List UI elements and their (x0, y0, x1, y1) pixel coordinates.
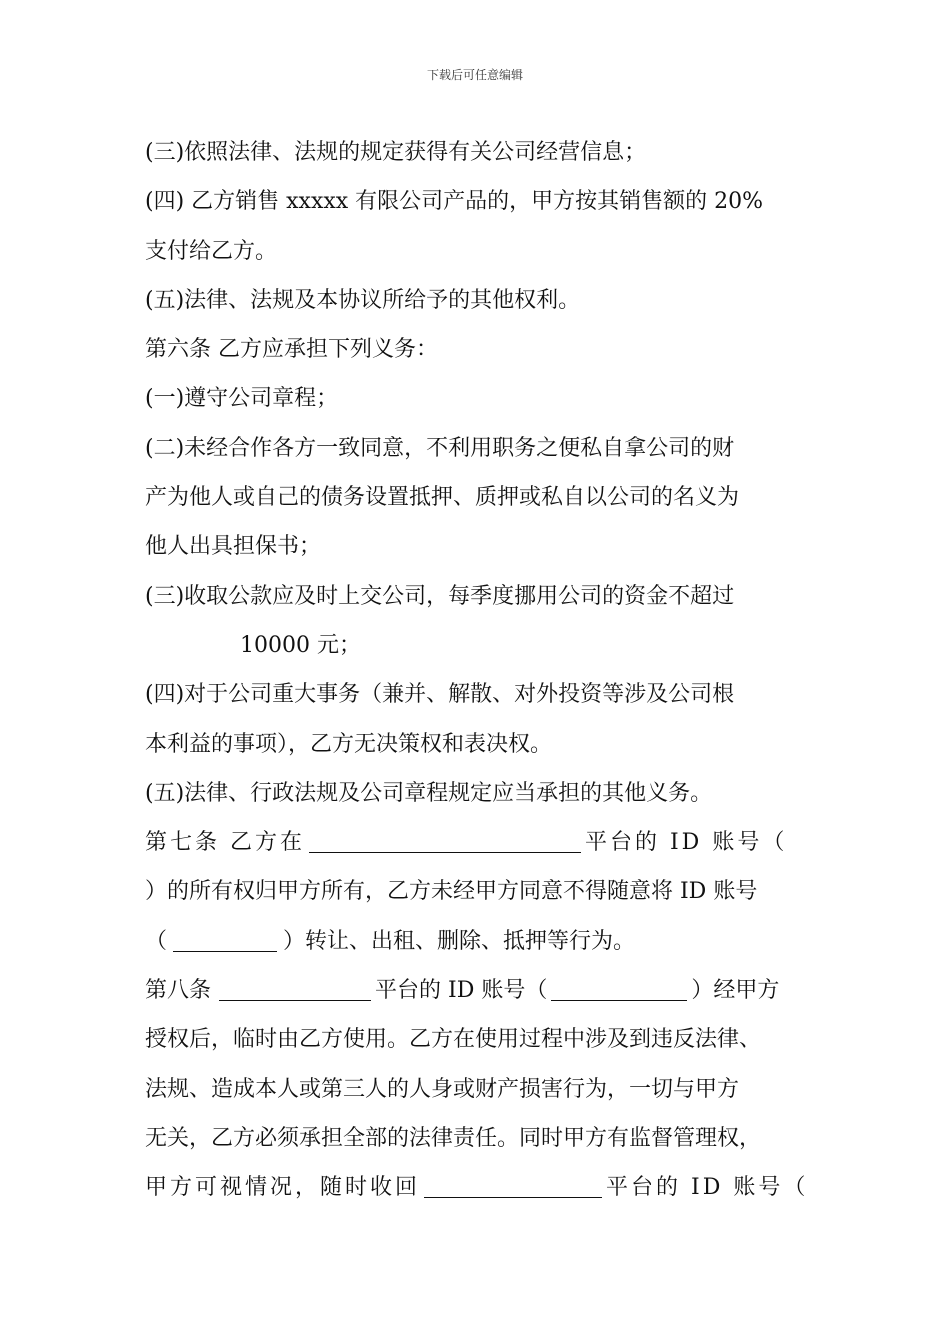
article-eight-line (145, 966, 815, 1015)
article-eight-suffix: ）经甲方 (691, 978, 780, 1004)
clause-line: 他人出具担保书； (145, 534, 322, 560)
article-eight-mid: 平台的 ID 账号（ (375, 978, 548, 1004)
article-seven-end-line (145, 917, 815, 966)
clause-line: (四)对于公司重大事务（兼并、解散、对外投资等涉及公司根 (145, 682, 735, 708)
article-eight-end-suffix: 平台的 ID 账号（ (606, 1175, 809, 1201)
article-seven-prefix: 第七条 乙方在 (145, 830, 305, 856)
clause-line: 产为他人或自己的债务设置抵押、质押或私自以公司的名义为 (145, 485, 740, 511)
clause-line: 支付给乙方。 (145, 238, 278, 264)
page-header: 下载后可任意编辑 (426, 68, 523, 82)
clause-line: (四) 乙方销售 xxxxx 有限公司产品的，甲方按其销售额的 20% (145, 189, 764, 215)
article-seven-suffix: 平台的 ID 账号（ (585, 830, 788, 856)
article-eight-end-line (145, 1163, 815, 1212)
clause-line: (三)收取公款应及时上交公司，每季度挪用公司的资金不超过 (145, 583, 735, 609)
clause-line: (一)遵守公司章程； (145, 386, 339, 412)
id-account-blank (551, 978, 687, 1001)
article-seven-end: ）转让、出租、删除、抵押等行为。 (283, 928, 636, 954)
clause-line: ）的所有权归甲方所有，乙方未经甲方同意不得随意将 ID 账号 (145, 879, 758, 905)
clause-line: 无关，乙方必须承担全部的法律责任。同时甲方有监督管理权， (145, 1125, 762, 1151)
clause-line: 法规、造成本人或第三人的人身或财产损害行为，一切与甲方 (145, 1076, 740, 1102)
article-eight-end-prefix: 甲方可视情况，随时收回 (145, 1175, 421, 1201)
platform-blank (424, 1175, 602, 1198)
platform-blank (219, 978, 371, 1001)
article-seven-line (145, 818, 815, 867)
platform-blank (309, 830, 581, 853)
clause-line: (二)未经合作各方一致同意，不利用职务之便私自拿公司的财 (145, 435, 735, 461)
clause-line: (五)法律、行政法规及公司章程规定应当承担的其他义务。 (145, 780, 713, 806)
clause-line: (三)依照法律、法规的规定获得有关公司经营信息； (145, 140, 647, 165)
id-account-blank (173, 929, 277, 952)
document-body (145, 128, 815, 1213)
clause-line: 10000 元； (240, 632, 361, 658)
clause-line: (五)法律、法规及本协议所给予的其他权利。 (145, 287, 581, 313)
article-heading: 第六条 乙方应承担下列义务： (145, 337, 438, 363)
clause-line: 本利益的事项），乙方无决策权和表决权。 (145, 731, 553, 757)
clause-line: 授权后，临时由乙方使用。乙方在使用过程中涉及到违反法律、 (145, 1027, 762, 1053)
open-paren: （ (145, 928, 168, 954)
article-eight-prefix: 第八条 (145, 978, 212, 1004)
